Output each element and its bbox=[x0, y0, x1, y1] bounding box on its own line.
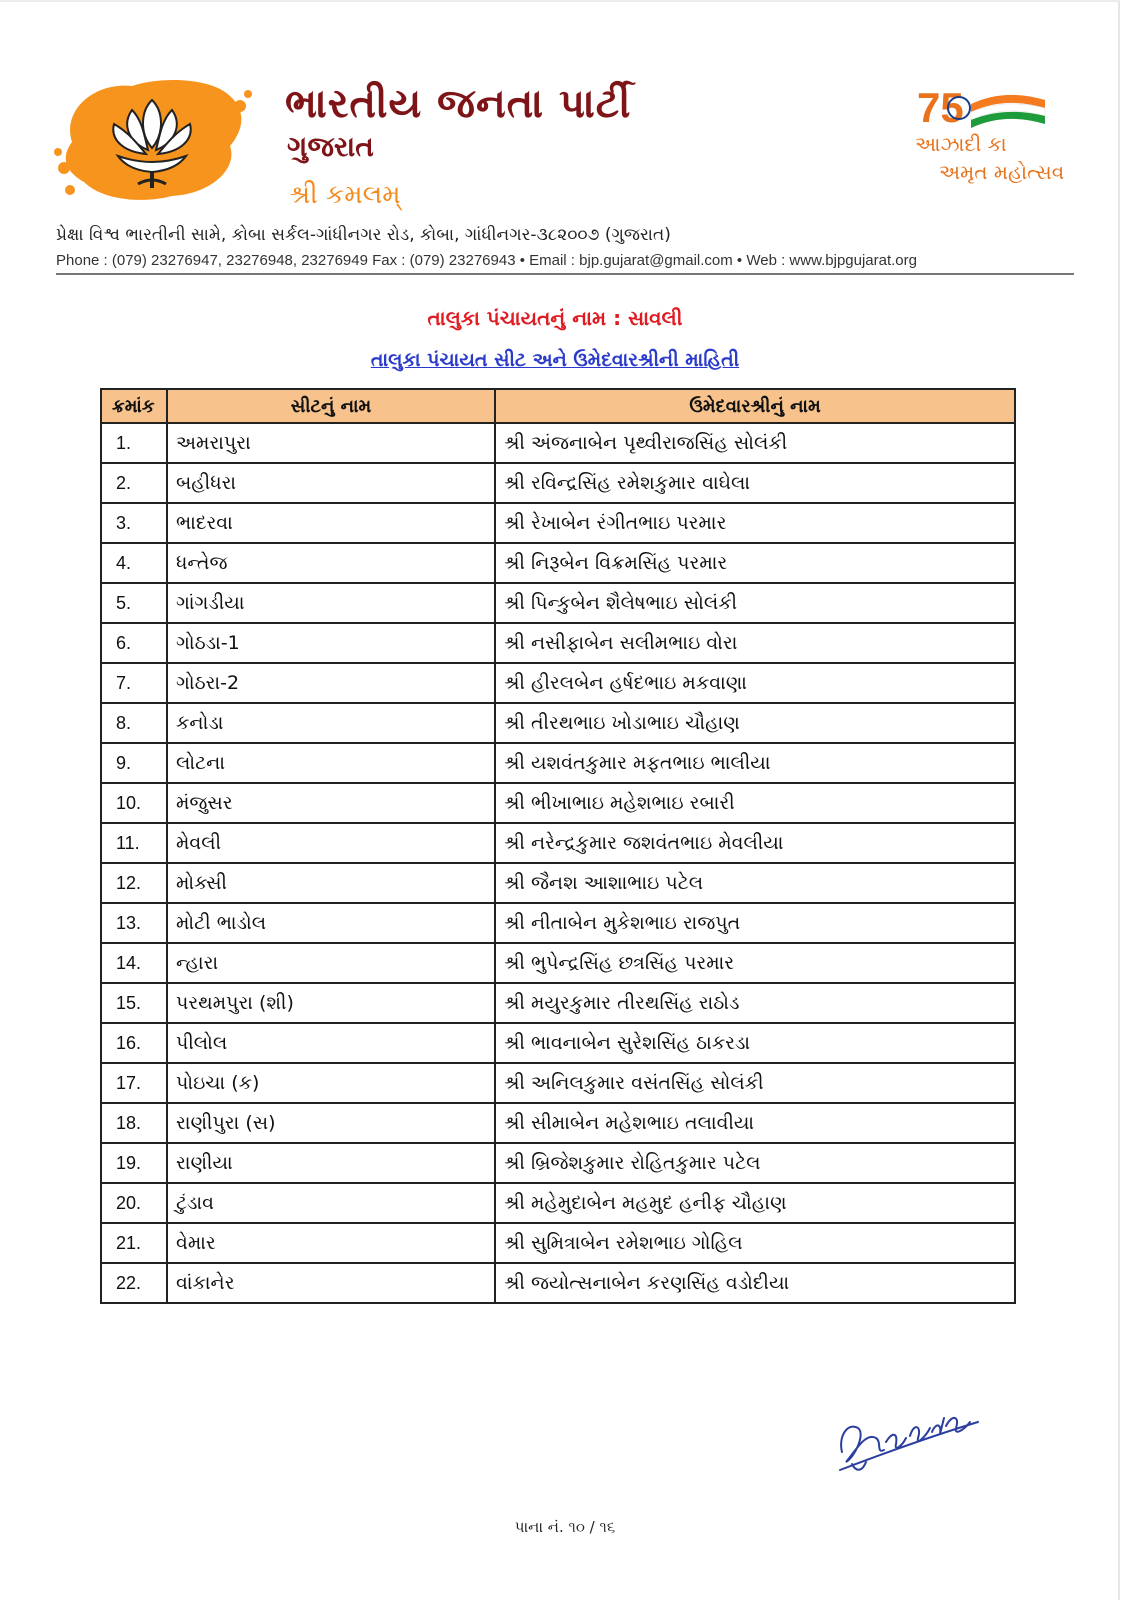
table-row bbox=[101, 1223, 1015, 1263]
org-state: ગુજરાત bbox=[287, 130, 374, 163]
serial-number-cell: 18. bbox=[101, 1103, 167, 1143]
table-row bbox=[101, 943, 1015, 983]
bjp-lotus-logo bbox=[52, 72, 252, 212]
table-row bbox=[101, 703, 1015, 743]
candidate-name-cell: શ્રી યશવંતકુમાર મફતભાઇ ભાલીયા bbox=[495, 743, 1015, 783]
candidate-name-cell: શ્રી તીરથભાઇ ખોડાભાઇ ચૌહાણ bbox=[495, 703, 1015, 743]
seat-name-cell: અમરાપુરા bbox=[167, 423, 495, 463]
seat-name-cell: ભાદરવા bbox=[167, 503, 495, 543]
seat-name-cell: મોટી ભાડોલ bbox=[167, 903, 495, 943]
seat-name-cell: પોઇચા (ક) bbox=[167, 1063, 495, 1103]
candidate-name-cell: શ્રી ભાવનાબેન સુરેશસિંહ ઠાકરડા bbox=[495, 1023, 1015, 1063]
seat-name-cell: લોટના bbox=[167, 743, 495, 783]
org-name: ભારતીય જનતા પાર્ટી bbox=[285, 80, 632, 127]
page-title: તાલુકા પંચાયતનું નામ : સાવલી bbox=[427, 306, 683, 330]
seat-name-cell: ગોઠડા-1 bbox=[167, 623, 495, 663]
seat-name-cell: ધન્તેજ bbox=[167, 543, 495, 583]
serial-number-cell: 21. bbox=[101, 1223, 167, 1263]
table-row bbox=[101, 743, 1015, 783]
candidate-name-cell: શ્રી અંજનાબેન પૃથ્વીરાજસિંહ સોલંકી bbox=[495, 423, 1015, 463]
serial-number-cell: 6. bbox=[101, 623, 167, 663]
candidate-name-cell: શ્રી ભુપેન્દ્રસિંહ છત્રસિંહ પરમાર bbox=[495, 943, 1015, 983]
serial-number-cell: 17. bbox=[101, 1063, 167, 1103]
table-row bbox=[101, 583, 1015, 623]
candidate-name-cell: શ્રી હીરલબેન હર્ષદભાઇ મકવાણા bbox=[495, 663, 1015, 703]
serial-number-cell: 10. bbox=[101, 783, 167, 823]
serial-number-cell: 5. bbox=[101, 583, 167, 623]
table-row bbox=[101, 1183, 1015, 1223]
candidate-name-cell: શ્રી અનિલકુમાર વસંતસિંહ સોલંકી bbox=[495, 1063, 1015, 1103]
serial-number-cell: 9. bbox=[101, 743, 167, 783]
seat-name-cell: રાણીયા bbox=[167, 1143, 495, 1183]
seat-name-cell: પરથમપુરા (શી) bbox=[167, 983, 495, 1023]
candidates-table bbox=[100, 388, 1016, 1304]
seat-name-cell: મેવલી bbox=[167, 823, 495, 863]
table-row bbox=[101, 903, 1015, 943]
serial-number-cell: 13. bbox=[101, 903, 167, 943]
table-row bbox=[101, 1023, 1015, 1063]
candidate-name-cell: શ્રી નીતાબેન મુકેશભાઇ રાજપુત bbox=[495, 903, 1015, 943]
seat-name-cell: ટુંડાવ bbox=[167, 1183, 495, 1223]
candidate-name-cell: શ્રી મહેમુદાબેન મહમુદ હનીફ ચૌહાણ bbox=[495, 1183, 1015, 1223]
table-row bbox=[101, 663, 1015, 703]
candidate-name-cell: શ્રી ભીખાભાઇ મહેશભાઇ રબારી bbox=[495, 783, 1015, 823]
serial-number-cell: 12. bbox=[101, 863, 167, 903]
table-row bbox=[101, 423, 1015, 463]
candidate-name-cell: શ્રી જયોત્સનાબેન કરણસિંહ વડોદીયા bbox=[495, 1263, 1015, 1303]
office-name: શ્રી કમલમ્ bbox=[289, 180, 401, 210]
candidate-name-cell: શ્રી બ્રિજેશકુમાર રોહિતકુમાર પટેલ bbox=[495, 1143, 1015, 1183]
table-row bbox=[101, 463, 1015, 503]
seat-name-cell: મંજુસર bbox=[167, 783, 495, 823]
candidate-name-cell: શ્રી મયુરકુમાર તીરથસિંહ રાઠોડ bbox=[495, 983, 1015, 1023]
azadi-amrit-mahotsav-logo bbox=[915, 82, 1095, 192]
candidate-name-cell: શ્રી નિરૂબેન વિક્રમસિંહ પરમાર bbox=[495, 543, 1015, 583]
seat-name-cell: કનોડા bbox=[167, 703, 495, 743]
handwritten-signature bbox=[832, 1392, 982, 1482]
table-row bbox=[101, 1263, 1015, 1303]
serial-number-cell: 11. bbox=[101, 823, 167, 863]
seat-name-cell: ગાંગડીયા bbox=[167, 583, 495, 623]
candidate-name-cell: શ્રી નરેન્દ્રકુમાર જશવંતભાઇ મેવલીયા bbox=[495, 823, 1015, 863]
seat-name-cell: પીલોલ bbox=[167, 1023, 495, 1063]
serial-number-cell: 3. bbox=[101, 503, 167, 543]
column-header-candidate: ઉમેદવારશ્રીનું નામ bbox=[495, 389, 1015, 423]
serial-number-cell: 14. bbox=[101, 943, 167, 983]
serial-number-cell: 1. bbox=[101, 423, 167, 463]
serial-number-cell: 2. bbox=[101, 463, 167, 503]
azadi-line2: અમૃત મહોત્સવ bbox=[939, 160, 1065, 184]
column-header-serial: ક્રમાંક bbox=[101, 389, 167, 423]
table-row bbox=[101, 503, 1015, 543]
serial-number-cell: 19. bbox=[101, 1143, 167, 1183]
serial-number-cell: 15. bbox=[101, 983, 167, 1023]
candidate-name-cell: શ્રી સીમાબેન મહેશભાઇ તલાવીયા bbox=[495, 1103, 1015, 1143]
header-divider bbox=[56, 273, 1074, 275]
serial-number-cell: 7. bbox=[101, 663, 167, 703]
table-row bbox=[101, 823, 1015, 863]
serial-number-cell: 8. bbox=[101, 703, 167, 743]
table-row bbox=[101, 783, 1015, 823]
table-header-row bbox=[101, 389, 1015, 423]
seat-name-cell: ગોઠરા-2 bbox=[167, 663, 495, 703]
seat-name-cell: વાંકાનેર bbox=[167, 1263, 495, 1303]
serial-number-cell: 22. bbox=[101, 1263, 167, 1303]
candidate-name-cell: શ્રી પિન્કુબેન શૈલેષભાઇ સોલંકી bbox=[495, 583, 1015, 623]
svg-text:75: 75 bbox=[917, 84, 964, 131]
candidate-name-cell: શ્રી રવિન્દ્રસિંહ રમેશકુમાર વાઘેલા bbox=[495, 463, 1015, 503]
table-row bbox=[101, 983, 1015, 1023]
candidate-name-cell: શ્રી જૈનશ આશાભાઇ પટેલ bbox=[495, 863, 1015, 903]
page-number: પાના નં. ૧૦ / ૧૬ bbox=[514, 1518, 616, 1536]
candidate-name-cell: શ્રી રેખાબેન રંગીતભાઇ પરમાર bbox=[495, 503, 1015, 543]
azadi-75-emblem bbox=[915, 82, 1095, 134]
table-row bbox=[101, 623, 1015, 663]
candidate-name-cell: શ્રી સુમિત્રાબેન રમેશભાઇ ગોહિલ bbox=[495, 1223, 1015, 1263]
azadi-line1: આઝાદી કા bbox=[915, 132, 1007, 156]
table-row bbox=[101, 1103, 1015, 1143]
table-row bbox=[101, 543, 1015, 583]
seat-name-cell: રાણીપુરા (સ) bbox=[167, 1103, 495, 1143]
serial-number-cell: 20. bbox=[101, 1183, 167, 1223]
seat-name-cell: મોક્સી bbox=[167, 863, 495, 903]
serial-number-cell: 4. bbox=[101, 543, 167, 583]
candidate-name-cell: શ્રી નસીફાબેન સલીમભાઇ વોરા bbox=[495, 623, 1015, 663]
table-row bbox=[101, 863, 1015, 903]
seat-name-cell: વેમાર bbox=[167, 1223, 495, 1263]
office-address: પ્રેક્ષા વિશ્વ ભારતીની સામે, કોબા સર્કલ-ગાંધીનગર રોડ, કોબા, ગાંધીનગર-૩૮૨૦૦૭ (ગુજરાત) bbox=[56, 225, 671, 245]
seat-name-cell: બહીધરા bbox=[167, 463, 495, 503]
contact-details: Phone : (079) 23276947, 23276948, 23276949 Fax : (079) 23276943 • Email : bjp.gujarat@gmail.com • Web : www.bjpgujarat.org bbox=[56, 252, 917, 269]
table-row bbox=[101, 1063, 1015, 1103]
serial-number-cell: 16. bbox=[101, 1023, 167, 1063]
column-header-seat: સીટનું નામ bbox=[167, 389, 495, 423]
seat-name-cell: ન્હારા bbox=[167, 943, 495, 983]
page-subtitle: તાલુકા પંચાયત સીટ અને ઉમેદવારશ્રીની માહિતી bbox=[370, 349, 740, 371]
table-row bbox=[101, 1143, 1015, 1183]
